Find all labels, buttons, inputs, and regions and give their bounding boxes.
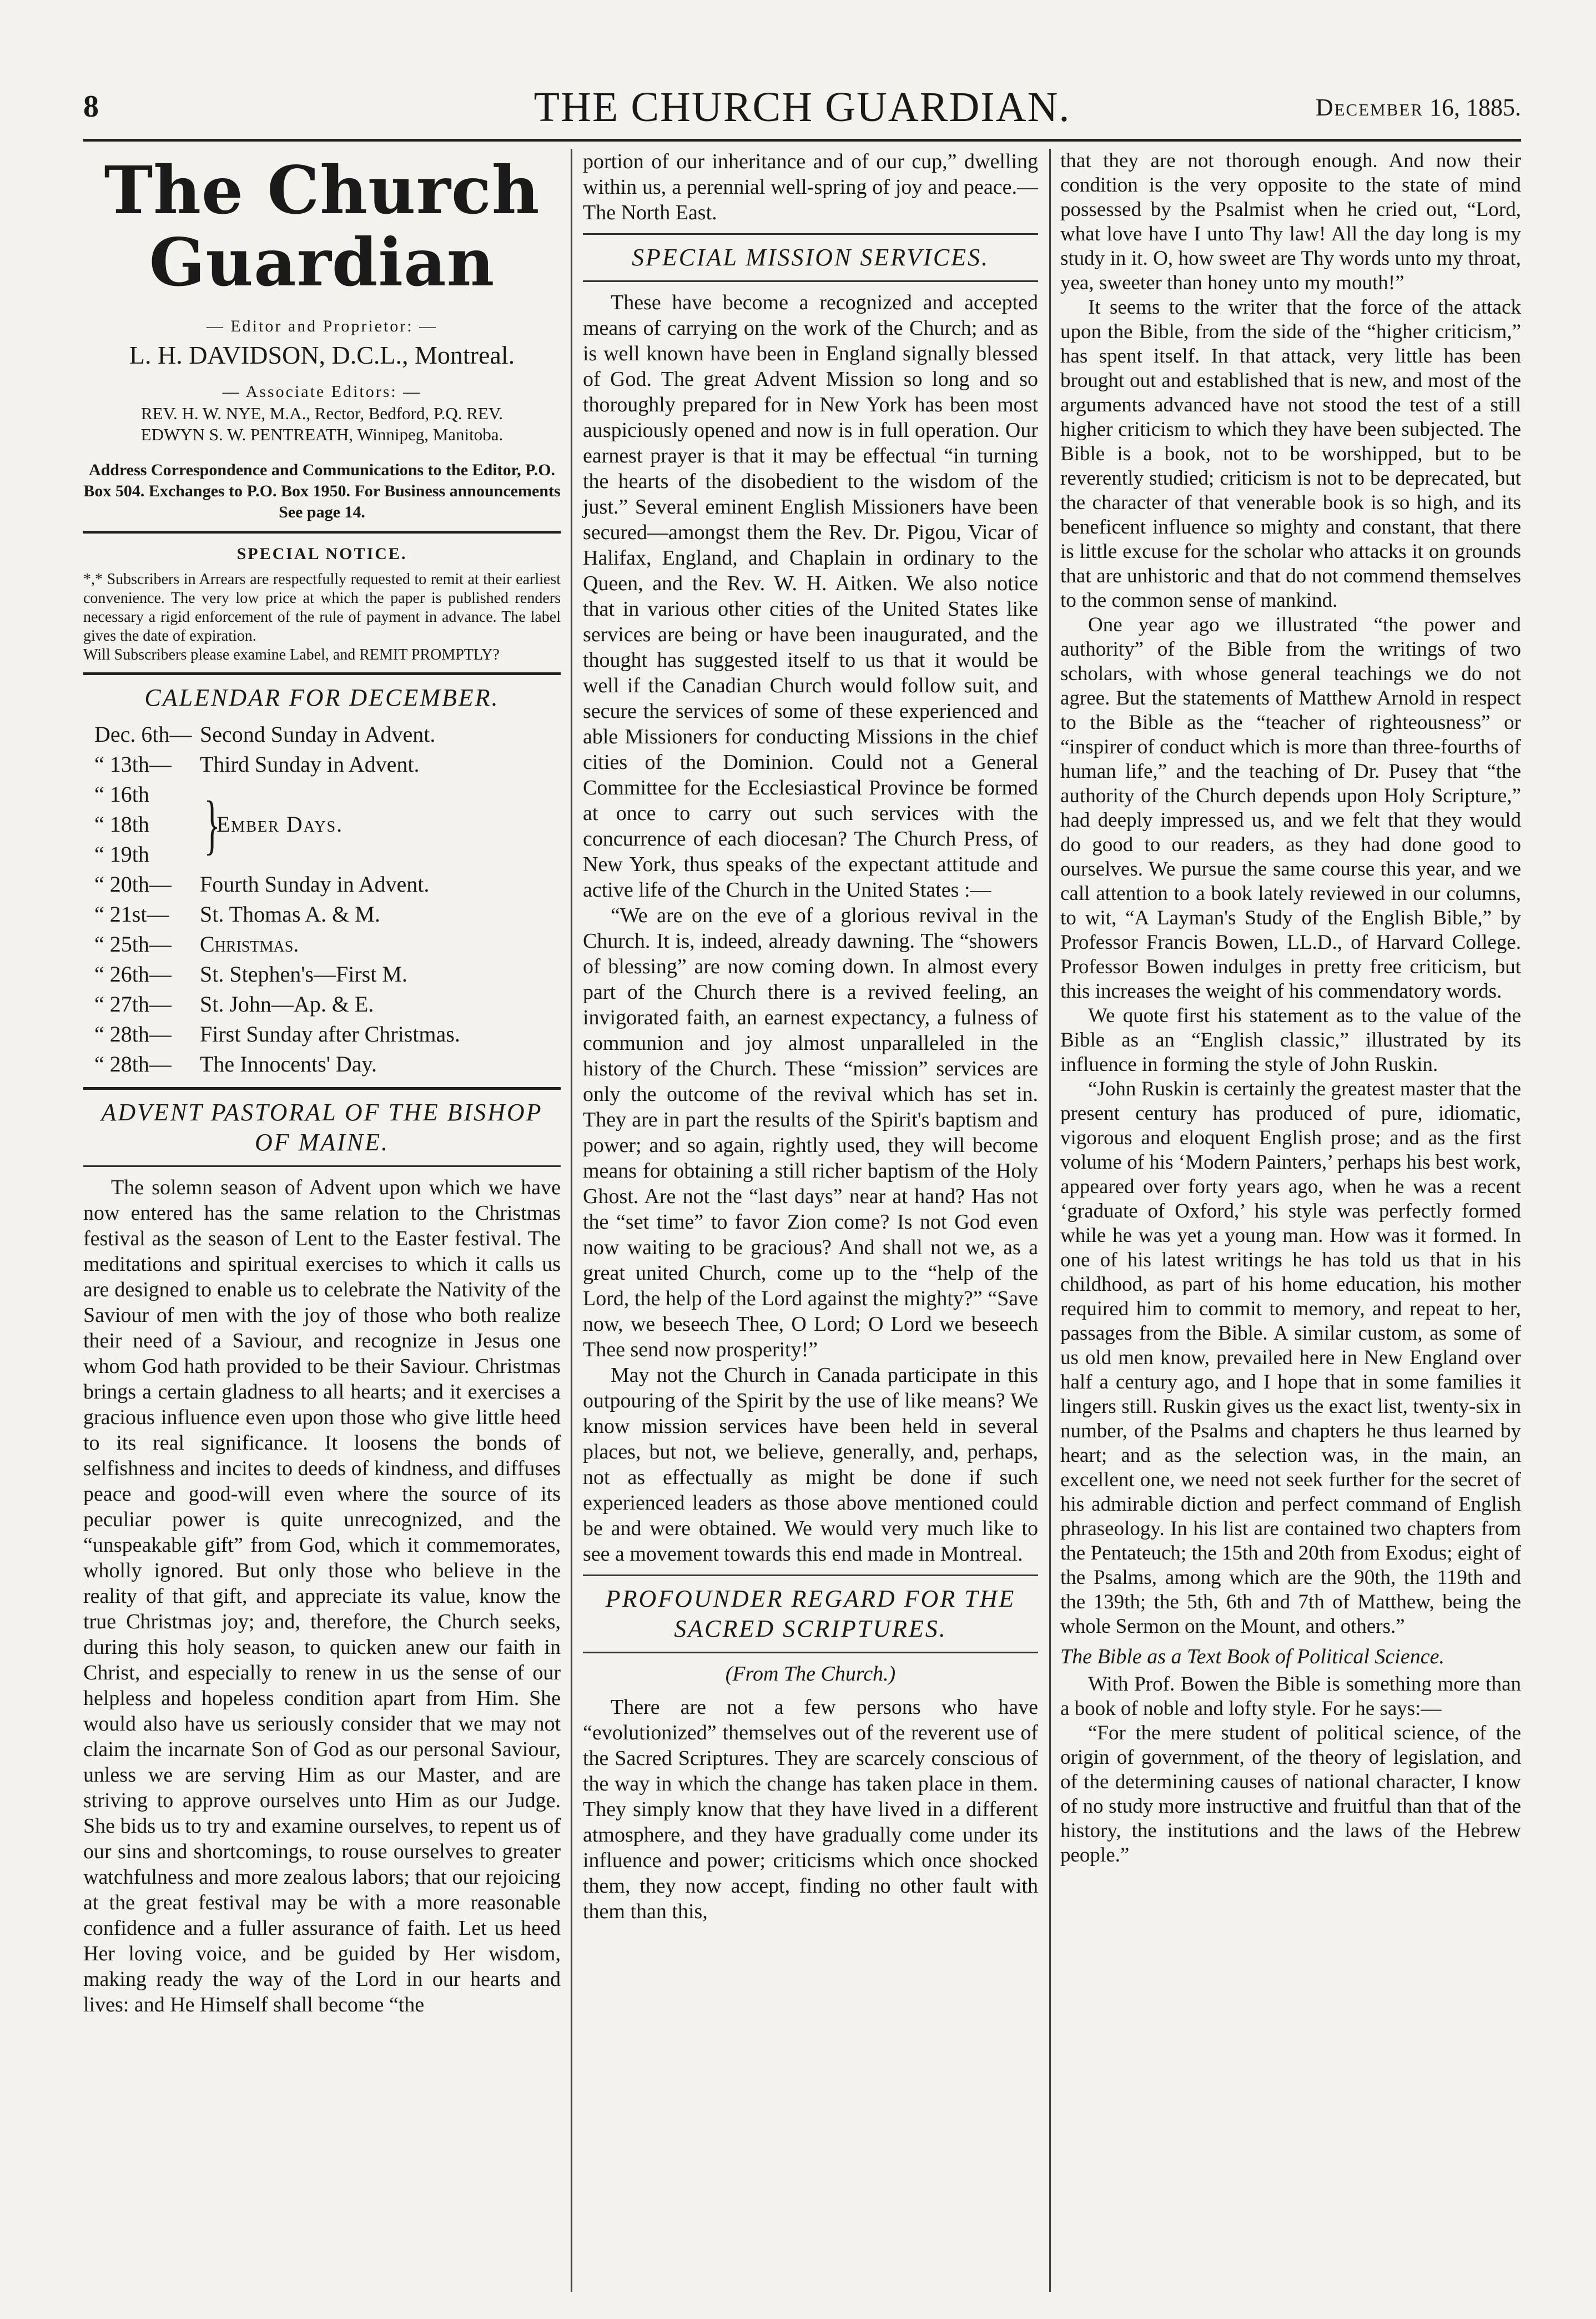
calendar-date: “ 25th— xyxy=(94,932,172,957)
calendar-list xyxy=(83,720,561,1079)
calendar-text: Second Sunday in Advent. xyxy=(200,722,436,747)
issue-day-year: 16, 1885. xyxy=(1429,94,1521,121)
special-missions-quote: “We are on the eve of a glorious revival in the Church. It is, indeed, already dawning. The “showers of blessing” are now coming down. In almost every part of the Church there is a revived feeling, an invigorated faith, an earnest expectancy, a fulness of communion and joy almost unparalleled in the history of the Church. These “mission” services are only the outcome of the revival which has set in. They are in part the results of the Spirit's baptism and power; and so again, rightly used, they will become means for obtaining a still richer baptism of the Holy Ghost. Are not the “last days” near at hand? Has not the “set time” to favor Zion come? Is not God even now waiting to be gracious? And shall not we, as a great united Church, come up to the “help of the Lord, the help of the Lord against the mighty?” “Save now, we beseech Thee, O Lord; O Lord we beseech Thee send now prosperity!” xyxy=(583,904,1038,1361)
issue-month: December xyxy=(1315,94,1423,121)
calendar-entry xyxy=(83,1019,561,1049)
ember-date: “ 16th xyxy=(94,782,149,807)
column-2 xyxy=(583,149,1038,1924)
masthead-title: The Church Guardian xyxy=(104,152,540,301)
calendar-text: First Sunday after Christmas. xyxy=(200,1022,460,1047)
calendar-text: St. Stephen's—First M. xyxy=(200,962,407,987)
calendar-date: “ 13th— xyxy=(94,752,172,777)
calendar-date: Dec. 6th— xyxy=(94,722,192,747)
special-missions-heading: SPECIAL MISSION SERVICES. xyxy=(631,244,990,271)
running-head xyxy=(83,83,1521,133)
continued-paragraph: portion of our inheritance and of our cup,” dwelling within us, a perennial well-spring of joy and peace.—The North East. xyxy=(583,150,1038,224)
calendar-date: “ 28th— xyxy=(94,1022,172,1047)
calendar-text: Fourth Sunday in Advent. xyxy=(200,872,430,897)
calendar-entry xyxy=(83,989,561,1019)
divider xyxy=(583,280,1038,282)
profound-regard-heading: PROFOUNDER REGARD FOR THE SACRED SCRIPTURES. xyxy=(605,1585,1016,1642)
ember-days-group xyxy=(83,779,561,869)
divider xyxy=(83,1165,561,1167)
divider xyxy=(583,1652,1038,1653)
divider xyxy=(83,1087,561,1090)
profound-regard-paragraph: There are not a few persons who have “evolutionized” themselves out of the reverent use of the Sacred Scriptures. They are scarcely conscious of the way in which the change has taken place in them. They simply know that they have lived in a different atmosphere, and they have gradually come under its influence and power; criticisms which once shocked them, they now accept, finding no other fault with them than this, xyxy=(583,1696,1038,1923)
divider xyxy=(83,672,561,675)
brace-icon: } xyxy=(204,787,220,861)
page-number: 8 xyxy=(83,89,99,124)
special-notice-heading: SPECIAL NOTICE. xyxy=(236,545,407,563)
advent-pastoral-heading: ADVENT PASTORAL OF THE BISHOP OF MAINE. xyxy=(101,1099,543,1156)
ember-date: “ 18th xyxy=(94,812,149,837)
calendar-heading: CALENDAR FOR DECEMBER. xyxy=(144,684,500,711)
bowen-quote: “For the mere student of political science, of the origin of government, of the theory of legislation, and of the determining causes of national character, I know of no study more instructive and fruitful than that of the history, the institutions and the laws of the Hebrew people.” xyxy=(1060,1722,1521,1867)
calendar-entry xyxy=(83,749,561,779)
calendar-entry xyxy=(83,899,561,929)
special-missions-paragraph: May not the Church in Canada participate in this outpouring of the Spirit by the use of like means? We know mission services have been held in several places, but not, we believe, generally, and, perhaps, not as effectually as might be done if such experienced leaders as those above mentioned could be and were obtained. We would very much like to see a movement towards this end made in Montreal. xyxy=(583,1364,1038,1566)
article-paragraph: One year ago we illustrated “the power and authority” of the Bible from the writings of two scholars, with whose general teachings we do not agree. But the statements of Matthew Arnold in respect to the Bible as the “teacher of righteousness” or “inspirer of conduct which is more than three-fourths of human life,” and the teaching of Dr. Pusey that “the authority of the Church depends upon Holy Scripture,” had deeply impressed us, and we felt that they would do good to our readers, as they had done good to ourselves. We pursue the same course this year, and we call attention to a book lately reviewed in our columns, to wit, “A Layman's Study of the English Bible,” by Professor Francis Bowen, LL.D., of Harvard College. Professor Bowen indulges in pretty free criticism, but this increases the weight of his commendatory words. xyxy=(1060,613,1521,1003)
calendar-text: Christmas. xyxy=(200,932,299,957)
calendar-date: “ 20th— xyxy=(94,872,172,897)
ember-date: “ 19th xyxy=(94,842,149,867)
calendar-text: St. Thomas A. & M. xyxy=(200,902,380,927)
calendar-entry xyxy=(83,869,561,899)
issue-date xyxy=(1316,93,1521,122)
divider xyxy=(83,531,561,534)
assoc-role: — Associate Editors: — xyxy=(222,383,422,401)
ember-label: Ember Days. xyxy=(217,812,344,837)
calendar-entry xyxy=(83,1049,561,1079)
article-paragraph: With Prof. Bowen the Bible is something more than a book of noble and lofty style. For he says:— xyxy=(1060,1673,1521,1720)
advent-pastoral-paragraph: The solemn season of Advent upon which we have now entered has the same relation to the Christmas festival as the season of Lent to the Easter festival. The meditations and spiritual exercises to which it calls us are designed to enable us to celebrate the Nativity of the Saviour of men with the joy of those who both realize their need of a Saviour, and recognize in Jesus one whom God hath provided to be their Saviour. Christmas brings a certain gladness to all hearts; and it exercises a gracious influence even upon those who give little heed to its real significance. It loosens the bonds of selfishness and incites to deeds of kindness, and diffuses peace and good-will even where the source of its peculiar power is quite unrecognized, and the “unspeakable gift” from God, which it commemorates, wholly ignored. But only those who believe in the reality of that gift, and appreciate its value, know the true Christmas joy; and, therefore, the Church seeks, during this holy season, to quicken anew our faith in Christ, and especially to renew in us the sense of our helpless and hopeless condition apart from Him. She would also have us seriously consider that we may not claim the incarnate Son of God as our personal Saviour, unless we are serving Him as our Master, and are striving to approve ourselves unto Him as our Judge. She bids us to try and examine ourselves, to repent us of our sins and shortcomings, to rouse ourselves to greater watchfulness and more zealous labors; that our rejoicing at the great festival may be with a more reasonable confidence and a fuller assurance of faith. Let us heed Her loving voice, and be guided by Her wisdom, making ready the way of the Lord in our hearts and lives: and He Himself shall become “the xyxy=(83,1176,561,2016)
calendar-text: The Innocents' Day. xyxy=(200,1052,377,1077)
article-paragraph: We quote first his statement as to the value of the Bible as an “English classic,” illustrated by its influence in forming the style of John Ruskin. xyxy=(1060,1004,1521,1076)
article-paragraph: It seems to the writer that the force of the attack upon the Bible, from the side of the “higher criticism,” has spent itself. In that attack, very little has been brought out and established that is new, and most of the arguments advanced have not stood the test of a still higher criticism to which they have been subjected. The Bible is a book, not to be worshipped, but to be reverently studied; criticism is not to be deprecated, but the character of that venerable book is so high, and its beneficent influence so mighty and constant, that there is little excuse for the scholar who attacks it on grounds that are unhistoric and that do not commend themselves to the common sense of mankind. xyxy=(1060,296,1521,612)
column-1 xyxy=(83,149,561,2018)
special-notice-body: *,* Subscribers in Arrears are respectfully requested to remit at their earliest convenience. The very low price at which the paper is published renders necessary a rigid enforcement of the rule of payment in advance. The label gives the date of expiration. xyxy=(83,571,561,645)
calendar-text: Third Sunday in Advent. xyxy=(200,752,420,777)
ember-dates xyxy=(83,779,200,869)
newspaper-title: THE CHURCH GUARDIAN. xyxy=(533,84,1071,130)
calendar-date: “ 27th— xyxy=(94,992,172,1017)
divider xyxy=(583,233,1038,235)
header-rule xyxy=(83,139,1521,142)
editor-name: L. H. DAVIDSON, D.C.L., Montreal. xyxy=(129,341,515,369)
special-notice-reminder: Will Subscribers please examine Label, and REMIT PROMPTLY? xyxy=(83,646,500,663)
calendar-entry xyxy=(83,929,561,959)
calendar-date: “ 21st— xyxy=(94,902,169,927)
calendar-date: “ 28th— xyxy=(94,1052,172,1077)
calendar-text: St. John—Ap. & E. xyxy=(200,992,374,1017)
address-note: Address Correspondence and Communications to the Editor, P.O. Box 504. Exchanges to P.O. Box 1950. For Business announcements See page 14. xyxy=(83,461,561,521)
political-science-subhead: The Bible as a Text Book of Political Science. xyxy=(1060,1645,1444,1668)
editor-role: — Editor and Proprietor: — xyxy=(206,317,438,335)
ruskin-quote: “John Ruskin is certainly the greatest master that the present century has produced of pure, idiomatic, vigorous and eloquent English prose; and as the first volume of his ‘Modern Painters,’ perhaps his best work, appeared over forty years ago, when he was a recent ‘graduate of Oxford,’ his style was perfectly formed while he was yet a young man. How was it formed. In one of his latest writings he has told us that in his childhood, as part of his home education, his mother required him to commit to memory, and repeat to her, passages from the Bible. A similar custom, as some of us old men know, prevailed here in New England over half a century ago, and I hope that in some families it lingers still. Ruskin gives us the exact list, twenty-six in number, of the Psalms and chapters he thus learned by heart; and as the selection was, in the main, an excellent one, we need not seek further for the secret of his admirable diction and perfect command of English phraseology. In his list are contained two chapters from the Pentateuch; the 15th and 20th from Exodus; eight of the Psalms, among which are the 90th, the 119th and the 139th; the 5th, 6th and 7th of Matthew, being the whole Sermon on the Mount, and others.” xyxy=(1060,1078,1521,1638)
divider xyxy=(583,1574,1038,1576)
assoc-editor-1: REV. H. W. NYE, M.A., Rector, Bedford, P.Q. REV. xyxy=(140,404,504,423)
continued-paragraph: that they are not thorough enough. And now their condition is the very opposite to the state of mind possessed by the Psalmist when he cried out, “Lord, what love have I unto Thy law! All the day long is my study in it. O, how sweet are Thy words unto my throat, yea, sweeter than honey unto my mouth!” xyxy=(1060,149,1521,294)
calendar-entry xyxy=(83,959,561,989)
column-3 xyxy=(1060,149,1521,1868)
column-divider xyxy=(571,149,572,2292)
special-missions-paragraph: These have become a recognized and accepted means of carrying on the work of the Church; and as is well known have been in England signally blessed of God. The great Advent Mission so long and so thoroughly prepared for in New York has been most auspiciously opened and now is in full operation. Our earnest prayer is that it may be effectual “in turning the hearts of the disobedient to the wisdom of the just.” Several eminent English Missioners have been secured—amongst them the Rev. Dr. Pigou, Vicar of Halifax, England, and Chaplain in ordinary to the Queen, and the Rev. W. H. Aitken. We also notice that in various other cities of the United States like services are being or have been inaugurated, and the thought has suggested itself to us that it would be well if the Canadian Church would follow suit, and secure the services of some of these experienced and able Missioners for conducting Missions in the chief cities of the Dominion. Could not a General Committee for the Ecclesiastical Province be formed at once to carry out such services with the concurrence of each diocesan? The Church Press, of New York, thus speaks of the expectant attitude and active life of the Church in the United States :— xyxy=(583,291,1038,902)
column-divider xyxy=(1049,149,1051,2292)
calendar-entry xyxy=(83,720,561,749)
masthead-meta xyxy=(83,315,561,445)
profound-regard-source: (From The Church.) xyxy=(725,1662,896,1686)
assoc-editor-2: EDWYN S. W. PENTREATH, Winnipeg, Manitoba. xyxy=(140,425,504,444)
calendar-date: “ 26th— xyxy=(94,962,172,987)
